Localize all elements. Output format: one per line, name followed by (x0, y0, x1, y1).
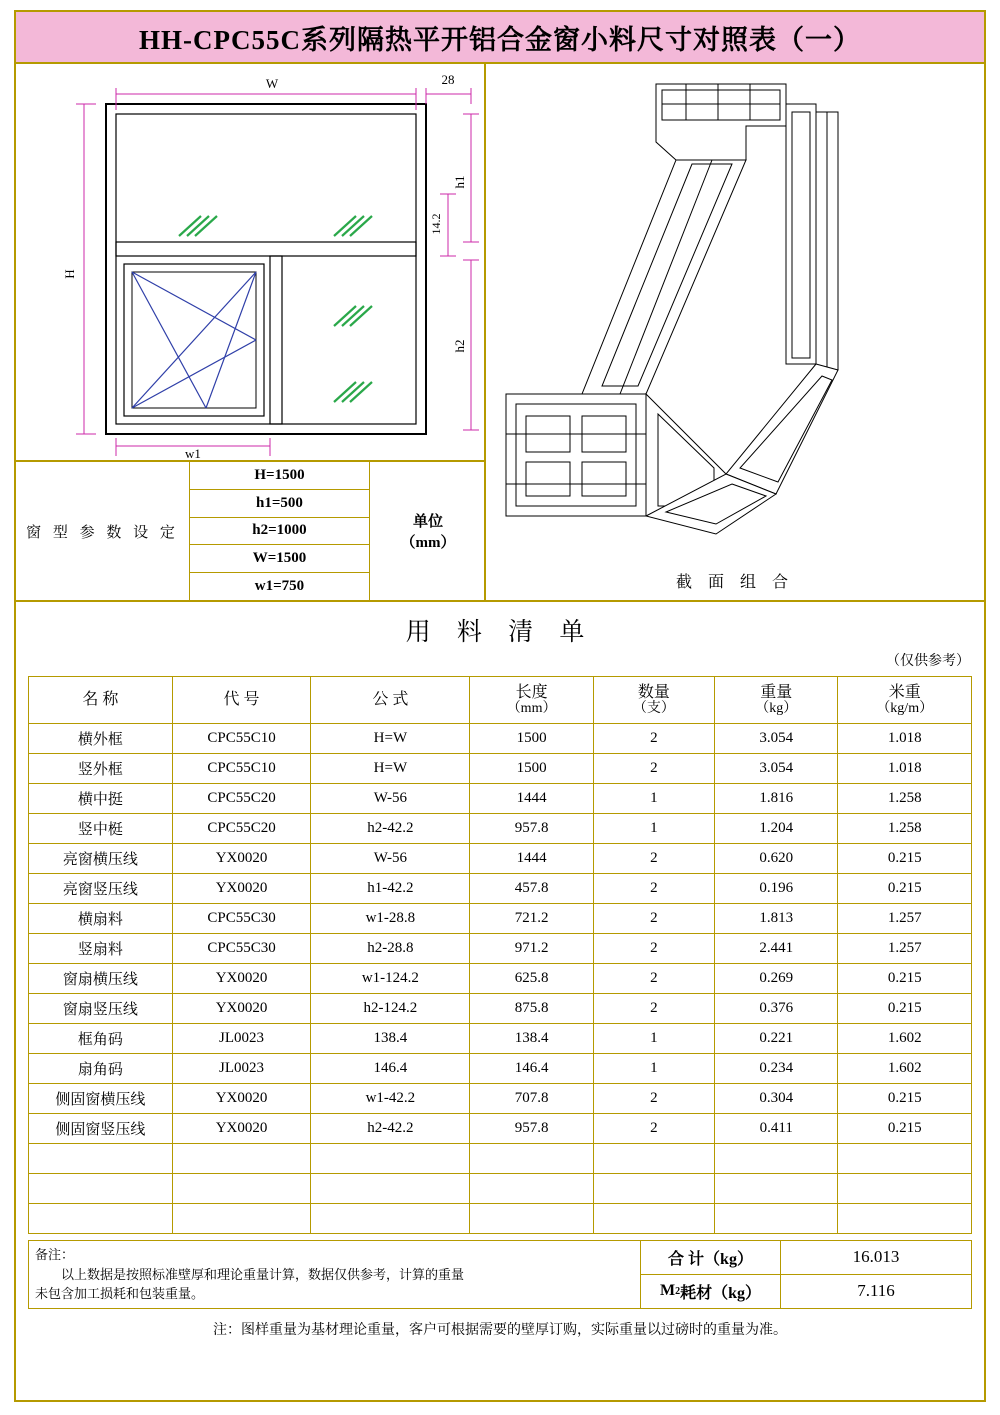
table-row (29, 1114, 972, 1144)
unit-value: （mm） (400, 535, 456, 551)
per-square-meter-row (641, 1275, 971, 1308)
table-row-blank (29, 1174, 972, 1204)
page-title: HH-CPC55C系列隔热平开铝合金窗小料尺寸对照表（一） (139, 24, 861, 55)
cell-name: 竖中梃 (29, 814, 173, 844)
cell-meter-weight: 1.018 (838, 724, 972, 754)
cell-meter-weight: 0.215 (838, 964, 972, 994)
window-elevation-svg (16, 64, 486, 460)
drawing-region (16, 64, 984, 602)
total-weight-value: 16.013 (852, 1247, 900, 1267)
cell-weight: 0.269 (715, 964, 838, 994)
cell-formula: W-56 (311, 844, 470, 874)
cell-length: 1444 (470, 784, 593, 814)
cell-meter-weight: 1.018 (838, 754, 972, 784)
cell-formula: h2-42.2 (311, 814, 470, 844)
cell-code: YX0020 (172, 1084, 311, 1114)
cell-code: CPC55C20 (172, 784, 311, 814)
cell-length: 138.4 (470, 1024, 593, 1054)
section-drawing-panel (486, 64, 984, 600)
total-weight-label: 合 计（kg） (641, 1241, 781, 1274)
table-row (29, 994, 972, 1024)
header-quantity: 数量 （支） (593, 677, 714, 724)
cell-weight: 0.376 (715, 994, 838, 1024)
cell-qty: 1 (593, 1024, 714, 1054)
cell-name: 横中挺 (29, 784, 173, 814)
cell-qty: 2 (593, 934, 714, 964)
cell-weight: 0.234 (715, 1054, 838, 1084)
material-list-title: 用 料 清 单 (405, 619, 595, 646)
table-row (29, 1024, 972, 1054)
per-square-meter-value: 7.116 (857, 1281, 895, 1301)
cell-weight: 3.054 (715, 754, 838, 784)
cell-formula: h1-42.2 (311, 874, 470, 904)
param-h2: h2=1000 (190, 518, 369, 546)
cell-length: 957.8 (470, 1114, 593, 1144)
cell-qty: 2 (593, 844, 714, 874)
cell-name: 竖扇料 (29, 934, 173, 964)
cell-formula: w1-28.8 (311, 904, 470, 934)
cell-length: 146.4 (470, 1054, 593, 1084)
cell-qty: 2 (593, 1114, 714, 1144)
totals-block (641, 1241, 971, 1308)
cell-qty: 2 (593, 754, 714, 784)
table-row-blank (29, 1204, 972, 1234)
cell-formula: w1-42.2 (311, 1084, 470, 1114)
elevation-drawing-panel (16, 64, 486, 600)
cell-name: 侧固窗横压线 (29, 1084, 173, 1114)
parameter-table-label: 窗 型 参 数 设 定 (16, 462, 190, 600)
table-row (29, 874, 972, 904)
table-row (29, 904, 972, 934)
cell-meter-weight: 0.215 (838, 1084, 972, 1114)
header-name: 名 称 (29, 677, 173, 724)
cell-qty: 2 (593, 874, 714, 904)
cell-length: 957.8 (470, 814, 593, 844)
parameter-values (190, 462, 370, 600)
cell-code: YX0020 (172, 844, 311, 874)
cell-meter-weight: 0.215 (838, 1114, 972, 1144)
cell-code: CPC55C10 (172, 754, 311, 784)
cell-meter-weight: 0.215 (838, 844, 972, 874)
cell-code: JL0023 (172, 1054, 311, 1084)
cell-weight: 0.221 (715, 1024, 838, 1054)
bottom-note: 注：图样重量为基材理论重量，客户可根据需要的壁厚订购，实际重量以过磅时的重量为准。 (213, 1320, 787, 1337)
cell-weight: 3.054 (715, 724, 838, 754)
profile-section-svg (486, 64, 982, 554)
header-weight: 重量 （kg） (715, 677, 838, 724)
cell-formula: h2-28.8 (311, 934, 470, 964)
cell-name: 横扇料 (29, 904, 173, 934)
cell-length: 721.2 (470, 904, 593, 934)
cell-code: YX0020 (172, 994, 311, 1024)
dimension-label-W: W (265, 76, 279, 91)
cell-formula: 138.4 (311, 1024, 470, 1054)
param-W: W=1500 (190, 545, 369, 573)
cell-weight: 0.411 (715, 1114, 838, 1144)
cell-name: 窗扇竖压线 (29, 994, 173, 1024)
cell-name: 竖外框 (29, 754, 173, 784)
table-row (29, 1084, 972, 1114)
table-row (29, 784, 972, 814)
table-row (29, 964, 972, 994)
section-caption: 截 面 组 合 (675, 574, 794, 591)
material-list-table (28, 676, 972, 1234)
cell-qty: 1 (593, 814, 714, 844)
cell-meter-weight: 0.215 (838, 874, 972, 904)
dimension-label-h2: h2 (452, 339, 467, 353)
header-meter-weight: 米重 （kg/m） (838, 677, 972, 724)
cell-meter-weight: 1.258 (838, 814, 972, 844)
cell-length: 625.8 (470, 964, 593, 994)
cell-weight: 1.204 (715, 814, 838, 844)
drawing-sheet (14, 10, 986, 1402)
header-length: 长度 （mm） (470, 677, 593, 724)
cell-length: 971.2 (470, 934, 593, 964)
cell-code: CPC55C30 (172, 934, 311, 964)
cell-code: JL0023 (172, 1024, 311, 1054)
cell-name: 亮窗竖压线 (29, 874, 173, 904)
cell-meter-weight: 1.258 (838, 784, 972, 814)
remark-line-1: 以上数据是按照标准壁厚和理论重量计算，数据仅供参考，计算的重量 (61, 1266, 465, 1282)
cell-formula: H=W (311, 724, 470, 754)
table-row (29, 844, 972, 874)
cell-meter-weight: 1.602 (838, 1024, 972, 1054)
cell-length: 457.8 (470, 874, 593, 904)
cell-qty: 1 (593, 784, 714, 814)
cell-qty: 2 (593, 964, 714, 994)
cell-length: 875.8 (470, 994, 593, 1024)
dimension-label-h1: h1 (452, 175, 467, 189)
table-row (29, 754, 972, 784)
dimension-label-28: 28 (441, 72, 455, 87)
cell-name: 亮窗横压线 (29, 844, 173, 874)
cell-formula: W-56 (311, 784, 470, 814)
cell-name: 框角码 (29, 1024, 173, 1054)
cell-code: YX0020 (172, 964, 311, 994)
param-w1: w1=750 (254, 578, 305, 595)
cell-name: 横外框 (29, 724, 173, 754)
cell-meter-weight: 1.257 (838, 904, 972, 934)
dimension-label-w1: w1 (185, 446, 201, 460)
table-row (29, 724, 972, 754)
dimension-label-H: H (62, 269, 77, 279)
remark-block (29, 1241, 641, 1308)
table-row-blank (29, 1144, 972, 1174)
cell-qty: 1 (593, 1054, 714, 1084)
parameter-unit (370, 462, 486, 600)
remark-title: 备注： (35, 1247, 75, 1262)
cell-length: 1500 (470, 754, 593, 784)
table-row (29, 814, 972, 844)
cell-name: 窗扇横压线 (29, 964, 173, 994)
header-formula: 公 式 (311, 677, 470, 724)
unit-label: 单位 (412, 514, 443, 530)
cell-formula: h2-124.2 (311, 994, 470, 1024)
cell-length: 1500 (470, 724, 593, 754)
cell-meter-weight: 1.257 (838, 934, 972, 964)
cell-formula: h2-42.2 (311, 1114, 470, 1144)
table-row (29, 1054, 972, 1084)
cell-code: CPC55C30 (172, 904, 311, 934)
cell-code: YX0020 (172, 874, 311, 904)
remark-line-2: 未包含加工损耗和包装重量。 (35, 1286, 205, 1301)
cell-length: 1444 (470, 844, 593, 874)
cell-weight: 1.816 (715, 784, 838, 814)
document-title-bar (16, 12, 984, 64)
cell-code: YX0020 (172, 1114, 311, 1144)
cell-qty: 2 (593, 1084, 714, 1114)
cell-qty: 2 (593, 994, 714, 1024)
footer-block (28, 1240, 972, 1309)
cell-qty: 2 (593, 904, 714, 934)
dimension-label-14-2: 14.2 (429, 213, 443, 235)
cell-name: 侧固窗竖压线 (29, 1114, 173, 1144)
cell-name: 扇角码 (29, 1054, 173, 1084)
cell-weight: 0.620 (715, 844, 838, 874)
header-code: 代 号 (172, 677, 311, 724)
cell-formula: 146.4 (311, 1054, 470, 1084)
parameter-table (16, 460, 486, 600)
total-weight-row (641, 1241, 971, 1275)
cell-length: 707.8 (470, 1084, 593, 1114)
cell-weight: 0.304 (715, 1084, 838, 1114)
per-square-meter-label: M 2 耗材（kg） (641, 1275, 781, 1308)
cell-code: CPC55C10 (172, 724, 311, 754)
material-list-note: （仅供参考） (886, 654, 970, 669)
cell-formula: H=W (311, 754, 470, 784)
cell-weight: 2.441 (715, 934, 838, 964)
cell-weight: 0.196 (715, 874, 838, 904)
cell-qty: 2 (593, 724, 714, 754)
cell-weight: 1.813 (715, 904, 838, 934)
cell-formula: w1-124.2 (311, 964, 470, 994)
cell-meter-weight: 0.215 (838, 994, 972, 1024)
param-H: H=1500 (190, 462, 369, 490)
cell-meter-weight: 1.602 (838, 1054, 972, 1084)
table-header-row (29, 677, 972, 724)
table-row (29, 934, 972, 964)
param-h1: h1=500 (190, 490, 369, 518)
cell-code: CPC55C20 (172, 814, 311, 844)
